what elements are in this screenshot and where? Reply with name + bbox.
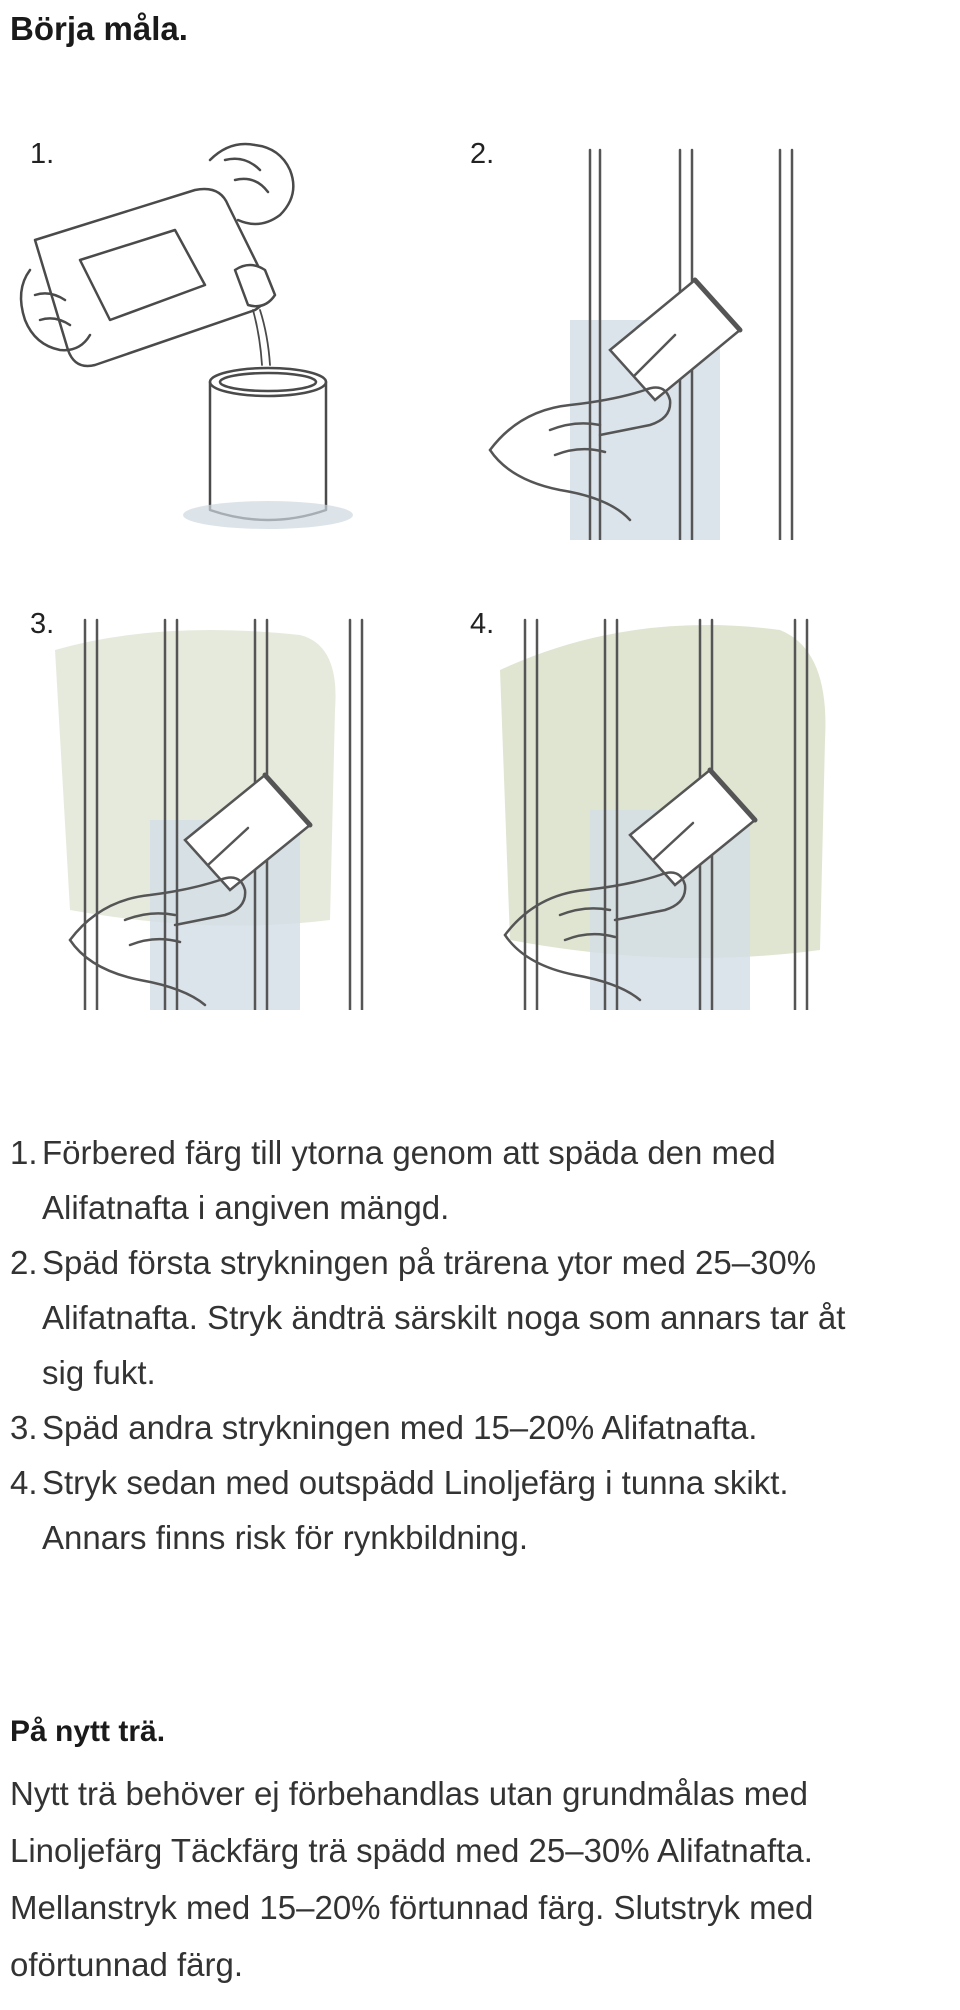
illustration-step-4 [450, 590, 890, 1010]
paragraph-line: Linoljefärg Täckfärg trä spädd med 25–30% Alifatnafta. [10, 1832, 813, 1869]
step-line: Förbered färg till ytorna genom att späda den med [42, 1134, 776, 1171]
step-item-2 [10, 1235, 950, 1400]
step-line: Annars finns risk för rynkbildning. [42, 1519, 529, 1556]
pouring-thinner-illustration [10, 120, 450, 540]
step-item-1 [10, 1125, 950, 1235]
step-line: Alifatnafta. Stryk ändträ särskilt noga som annars tar åt [42, 1299, 846, 1336]
step-line: Späd andra strykningen med 15–20% Alifatnafta. [42, 1409, 758, 1446]
illustration-step-2 [450, 120, 890, 540]
brush-painting-illustration-4 [450, 590, 890, 1010]
paragraph-line: Nytt trä behöver ej förbehandlas utan grundmålas med [10, 1775, 808, 1812]
illustration-step-1 [10, 120, 450, 540]
paragraph-line: Mellanstryk med 15–20% förtunnad färg. Slutstryk med [10, 1889, 814, 1926]
step-item-4 [10, 1455, 950, 1565]
step-number: 3. [10, 1409, 38, 1446]
brush-painting-illustration-2 [450, 120, 890, 540]
new-wood-paragraph [10, 1765, 955, 1993]
illustration-step-3 [10, 590, 450, 1010]
illustration-number-3: 3. [30, 608, 55, 640]
step-line: Späd första strykningen på trärena ytor med 25–30% [42, 1244, 817, 1281]
illustration-number-2: 2. [470, 138, 495, 170]
paragraph-line: oförtunnad färg. [10, 1946, 243, 1983]
step-line: sig fukt. [42, 1354, 156, 1391]
step-number: 2. [10, 1244, 38, 1281]
step-list [10, 1125, 950, 1565]
new-wood-heading: På nytt trä. [10, 1715, 166, 1748]
step-number: 4. [10, 1464, 38, 1501]
illustration-number-1: 1. [30, 138, 55, 170]
illustration-number-4: 4. [470, 608, 495, 640]
step-item-3 [10, 1400, 950, 1455]
step-line: Alifatnafta i angiven mängd. [42, 1189, 450, 1226]
step-number: 1. [10, 1134, 38, 1171]
page-heading: Börja måla. [10, 10, 188, 47]
brush-painting-illustration-3 [10, 590, 450, 1010]
step-line: Stryk sedan med outspädd Linoljefärg i tunna skikt. [42, 1464, 789, 1501]
